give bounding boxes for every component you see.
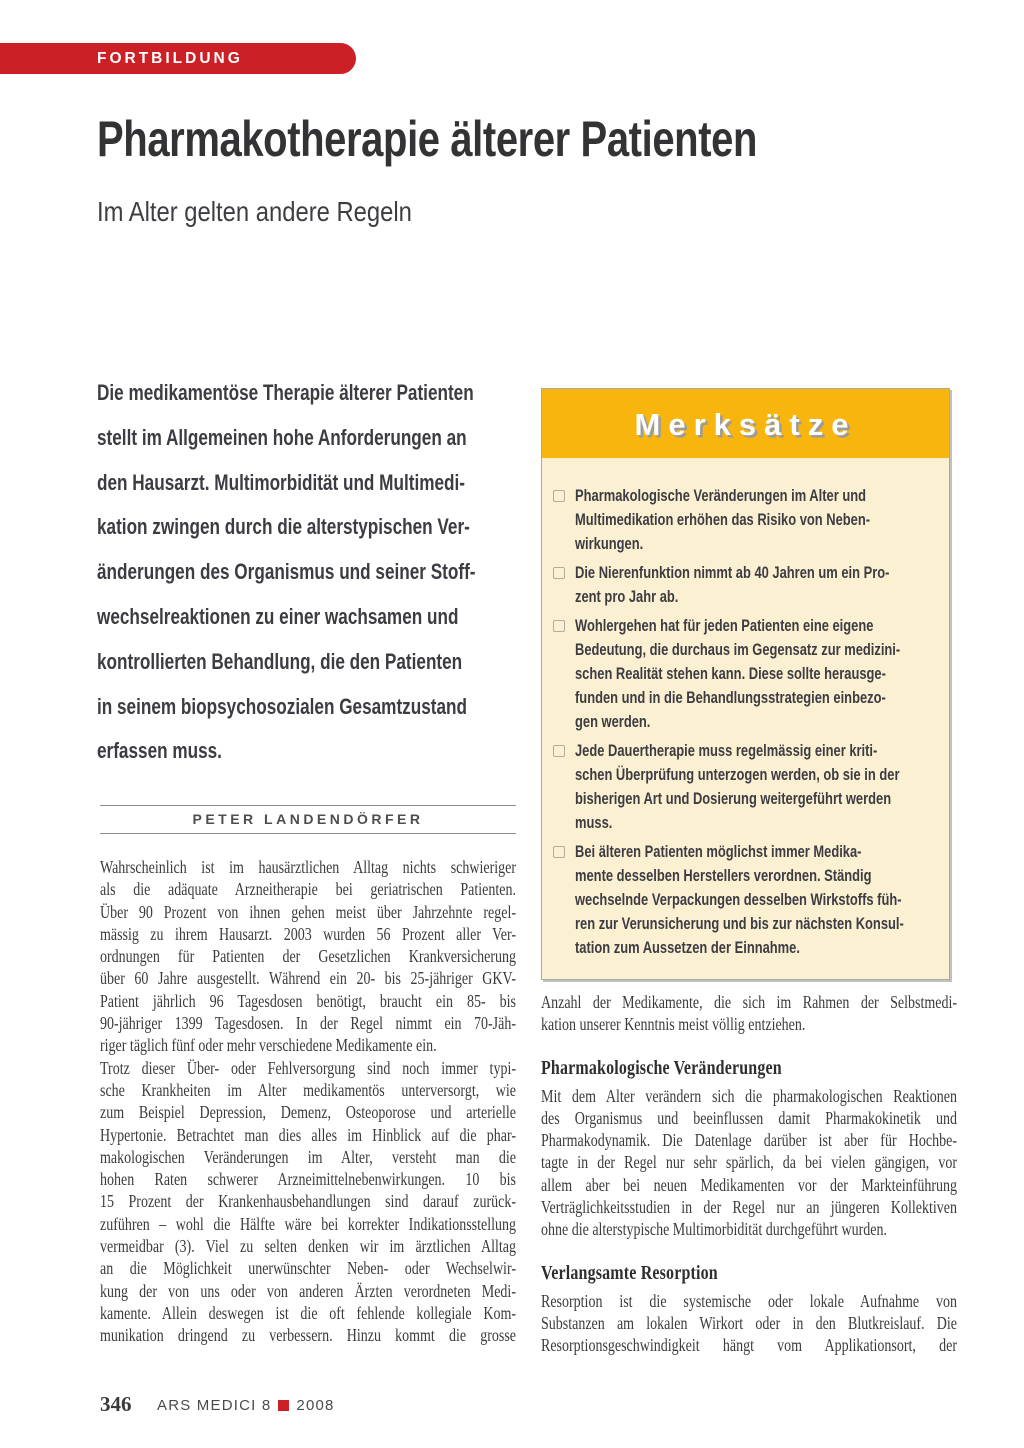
page-subtitle: Im Alter gelten andere Regeln bbox=[97, 196, 412, 227]
text-line: kamente. Allein deswegen ist die oft fehlende kollegiale Kom- bbox=[100, 1302, 516, 1323]
text-line: zuführen – wohl die Hälfte wäre bei korrekter Indikationsstellung bbox=[100, 1213, 516, 1234]
text-line: sche Krankheiten im Alter medikamentös unterversorgt, wie bbox=[100, 1079, 516, 1100]
section-banner bbox=[0, 43, 356, 74]
text-line: Jede Dauertherapie muss regelmässig einer kriti- bbox=[575, 741, 878, 760]
text-line: stellt im Allgemeinen hohe Anforderungen an bbox=[97, 424, 467, 450]
text-line: vermeidbar (3). Viel zu selten denken wir im ärztlichen Alltag bbox=[100, 1236, 516, 1257]
text-line: Wahrscheinlich ist im hausärztlichen Alltag nichts schwieriger bbox=[100, 857, 516, 877]
text-line: 90-jähriger 1399 Tagesdosen. In der Regel nimmt ein 70-Jäh- bbox=[100, 1013, 516, 1034]
text-line: Resorption ist die systemische oder lokale Aufnahme von bbox=[541, 1290, 957, 1311]
text-line: Bei älteren Patienten möglichst immer Medika- bbox=[575, 842, 862, 861]
text-line: tagte in der Regel nur sehr spärlich, da bei vielen gängigen, vor bbox=[541, 1152, 957, 1173]
text-line: schen Überprüfung unterzogen werden, ob sie in der bbox=[575, 765, 900, 784]
text-line: änderungen des Organismus und seiner Stoff- bbox=[97, 559, 476, 585]
checkbox-bullet-icon bbox=[553, 846, 565, 858]
text-line: mässig zu ihrem Hausarzt. 2003 wurden 56 Prozent aller Ver- bbox=[100, 923, 516, 944]
page-number: 346 bbox=[100, 1392, 132, 1416]
key-point-text bbox=[575, 840, 925, 960]
text-line: gen werden. bbox=[575, 712, 651, 731]
journal-year: 2008 bbox=[296, 1397, 335, 1414]
text-line: Anzahl der Medikamente, die sich im Rahmen der Selbstmedi- bbox=[541, 992, 957, 1012]
text-line: hohen Raten schwerer Arzneimittelnebenwirkungen. 10 bis bbox=[100, 1169, 516, 1190]
text-line: ren zur Verunsicherung und bis zur nächsten Konsul- bbox=[575, 914, 904, 933]
key-points-list bbox=[542, 458, 949, 979]
section-heading: Verlangsamte Resorption bbox=[541, 1261, 718, 1284]
journal-name: ARS MEDICI 8 bbox=[157, 1397, 272, 1414]
text-line: munikation dringend zu verbessern. Hinzu kommt die grosse bbox=[100, 1325, 516, 1346]
text-line: 15 Prozent der Krankenhausbehandlungen sind darauf zurück- bbox=[100, 1191, 516, 1212]
key-point-item bbox=[553, 614, 941, 734]
text-line: Hypertonie. Betrachtet man dies alles im Hinblick auf die phar- bbox=[100, 1124, 516, 1145]
body-column-left bbox=[100, 856, 516, 1347]
key-points-title: Merksätze bbox=[542, 389, 949, 458]
text-line: wirkungen. bbox=[575, 534, 644, 553]
text-line: makologischen Veränderungen im Alter, versteht man die bbox=[100, 1146, 516, 1167]
checkbox-bullet-icon bbox=[553, 745, 565, 757]
text-line: Resorptionsgeschwindigkeit hängt vom Applikationsort, der bbox=[541, 1335, 957, 1356]
text-line: wechselnde Verpackungen desselben Wirkstoffs füh- bbox=[575, 890, 902, 909]
text-line: Trotz dieser Über- oder Fehlversorgung sind noch immer typi- bbox=[100, 1057, 516, 1078]
key-point-text bbox=[575, 614, 925, 734]
divider bbox=[100, 833, 516, 834]
key-point-item bbox=[553, 561, 941, 609]
key-point-item bbox=[553, 739, 941, 835]
checkbox-bullet-icon bbox=[553, 620, 565, 632]
text-line: ohne die alterstypische Multimorbidität durchgeführt wurden. bbox=[541, 1219, 888, 1240]
text-line: Pharmakologische Veränderungen im Alter und bbox=[575, 486, 867, 505]
text-line: als die adäquate Arzneitherapie bei geriatrischen Patienten. bbox=[100, 879, 516, 900]
text-line: an die Möglichkeit unerwünschter Neben- oder Wechselwir- bbox=[100, 1258, 516, 1279]
author-block bbox=[100, 805, 516, 834]
section-heading: Pharmakologische Veränderungen bbox=[541, 1056, 782, 1079]
text-line: Patient jährlich 96 Tagesdosen benötigt, braucht ein 85- bis bbox=[100, 990, 516, 1011]
text-line: Substanzen am lokalen Wirkort oder in den Blutkreislauf. Die bbox=[541, 1312, 957, 1333]
text-line: riger täglich fünf oder mehr verschiedene Medikamente ein. bbox=[100, 1035, 437, 1056]
key-points-box bbox=[541, 388, 950, 980]
text-line: Pharmakodynamik. Die Datenlage darüber ist aber für Hochbe- bbox=[541, 1130, 957, 1151]
body-column-right bbox=[541, 991, 957, 1357]
text-line: über 60 Jahre ausgestellt. Während ein 20- bis 25-jähriger GKV- bbox=[100, 968, 516, 989]
checkbox-bullet-icon bbox=[553, 490, 565, 502]
text-line: Mit dem Alter verändern sich die pharmakologischen Reaktionen bbox=[541, 1085, 957, 1106]
text-line: kation unserer Kenntnis meist völlig entziehen. bbox=[541, 1014, 806, 1035]
checkbox-bullet-icon bbox=[553, 567, 565, 579]
text-line: des Organismus und beeinflussen damit Pharmakokinetik und bbox=[541, 1107, 957, 1128]
page-title: Pharmakotherapie älterer Patienten bbox=[97, 111, 757, 167]
text-line: kung der von uns oder von anderen Ärzten verordneten Medi- bbox=[100, 1280, 516, 1301]
text-line: erfassen muss. bbox=[97, 738, 222, 764]
text-line: Multimedikation erhöhen das Risiko von Neben- bbox=[575, 510, 871, 529]
text-line: Verträglichkeitsstudien in der Regel nur an jüngeren Kollektiven bbox=[541, 1197, 957, 1218]
text-line: Die Nierenfunktion nimmt ab 40 Jahren um ein Pro- bbox=[575, 563, 890, 582]
text-line: mente desselben Herstellers verordnen. Ständig bbox=[575, 866, 872, 885]
text-line: tation zum Aussetzen der Einnahme. bbox=[575, 938, 800, 957]
text-line: zum Beispiel Depression, Demenz, Osteoporose und arterielle bbox=[100, 1102, 516, 1123]
journal-footer bbox=[157, 1397, 335, 1414]
text-line: allem aber bei neuen Medikamenten vor der Markteinführung bbox=[541, 1174, 957, 1195]
text-line: Bedeutung, die durchaus im Gegensatz zur medizini- bbox=[575, 640, 901, 659]
text-line: in seinem biopsychosozialen Gesamtzustand bbox=[97, 693, 467, 719]
key-point-item bbox=[553, 840, 941, 960]
key-point-item bbox=[553, 484, 941, 556]
red-square-icon bbox=[278, 1400, 289, 1411]
text-line: wechselreaktionen zu einer wachsamen und bbox=[97, 603, 459, 629]
text-line: Die medikamentöse Therapie älterer Patienten bbox=[97, 380, 474, 405]
section-banner-label: FORTBILDUNG bbox=[97, 50, 243, 67]
text-line: zent pro Jahr ab. bbox=[575, 587, 679, 606]
key-point-text bbox=[575, 561, 925, 609]
text-line: Wohlergehen hat für jeden Patienten eine eigene bbox=[575, 616, 874, 635]
text-line: kation zwingen durch die alterstypischen Ver- bbox=[97, 514, 470, 540]
key-point-text bbox=[575, 739, 925, 835]
text-line: kontrollierten Behandlung, die den Patienten bbox=[97, 648, 463, 674]
text-line: den Hausarzt. Multimorbidität und Multimedi- bbox=[97, 469, 465, 495]
text-line: muss. bbox=[575, 813, 613, 832]
author-name: PETER LANDENDÖRFER bbox=[192, 811, 424, 827]
text-line: funden und in die Behandlungsstrategien einbezo- bbox=[575, 688, 886, 707]
text-line: ordnungen für Patienten der Gesetzlichen Krankversicherung bbox=[100, 946, 516, 967]
key-point-text bbox=[575, 484, 925, 556]
text-line: schen Realität stehen kann. Diese sollte herausge- bbox=[575, 664, 886, 683]
text-line: Über 90 Prozent von ihnen gehen meist über Jahrzehnte regel- bbox=[100, 901, 516, 922]
text-line: bisherigen Art und Dosierung weitergeführt werden bbox=[575, 789, 892, 808]
